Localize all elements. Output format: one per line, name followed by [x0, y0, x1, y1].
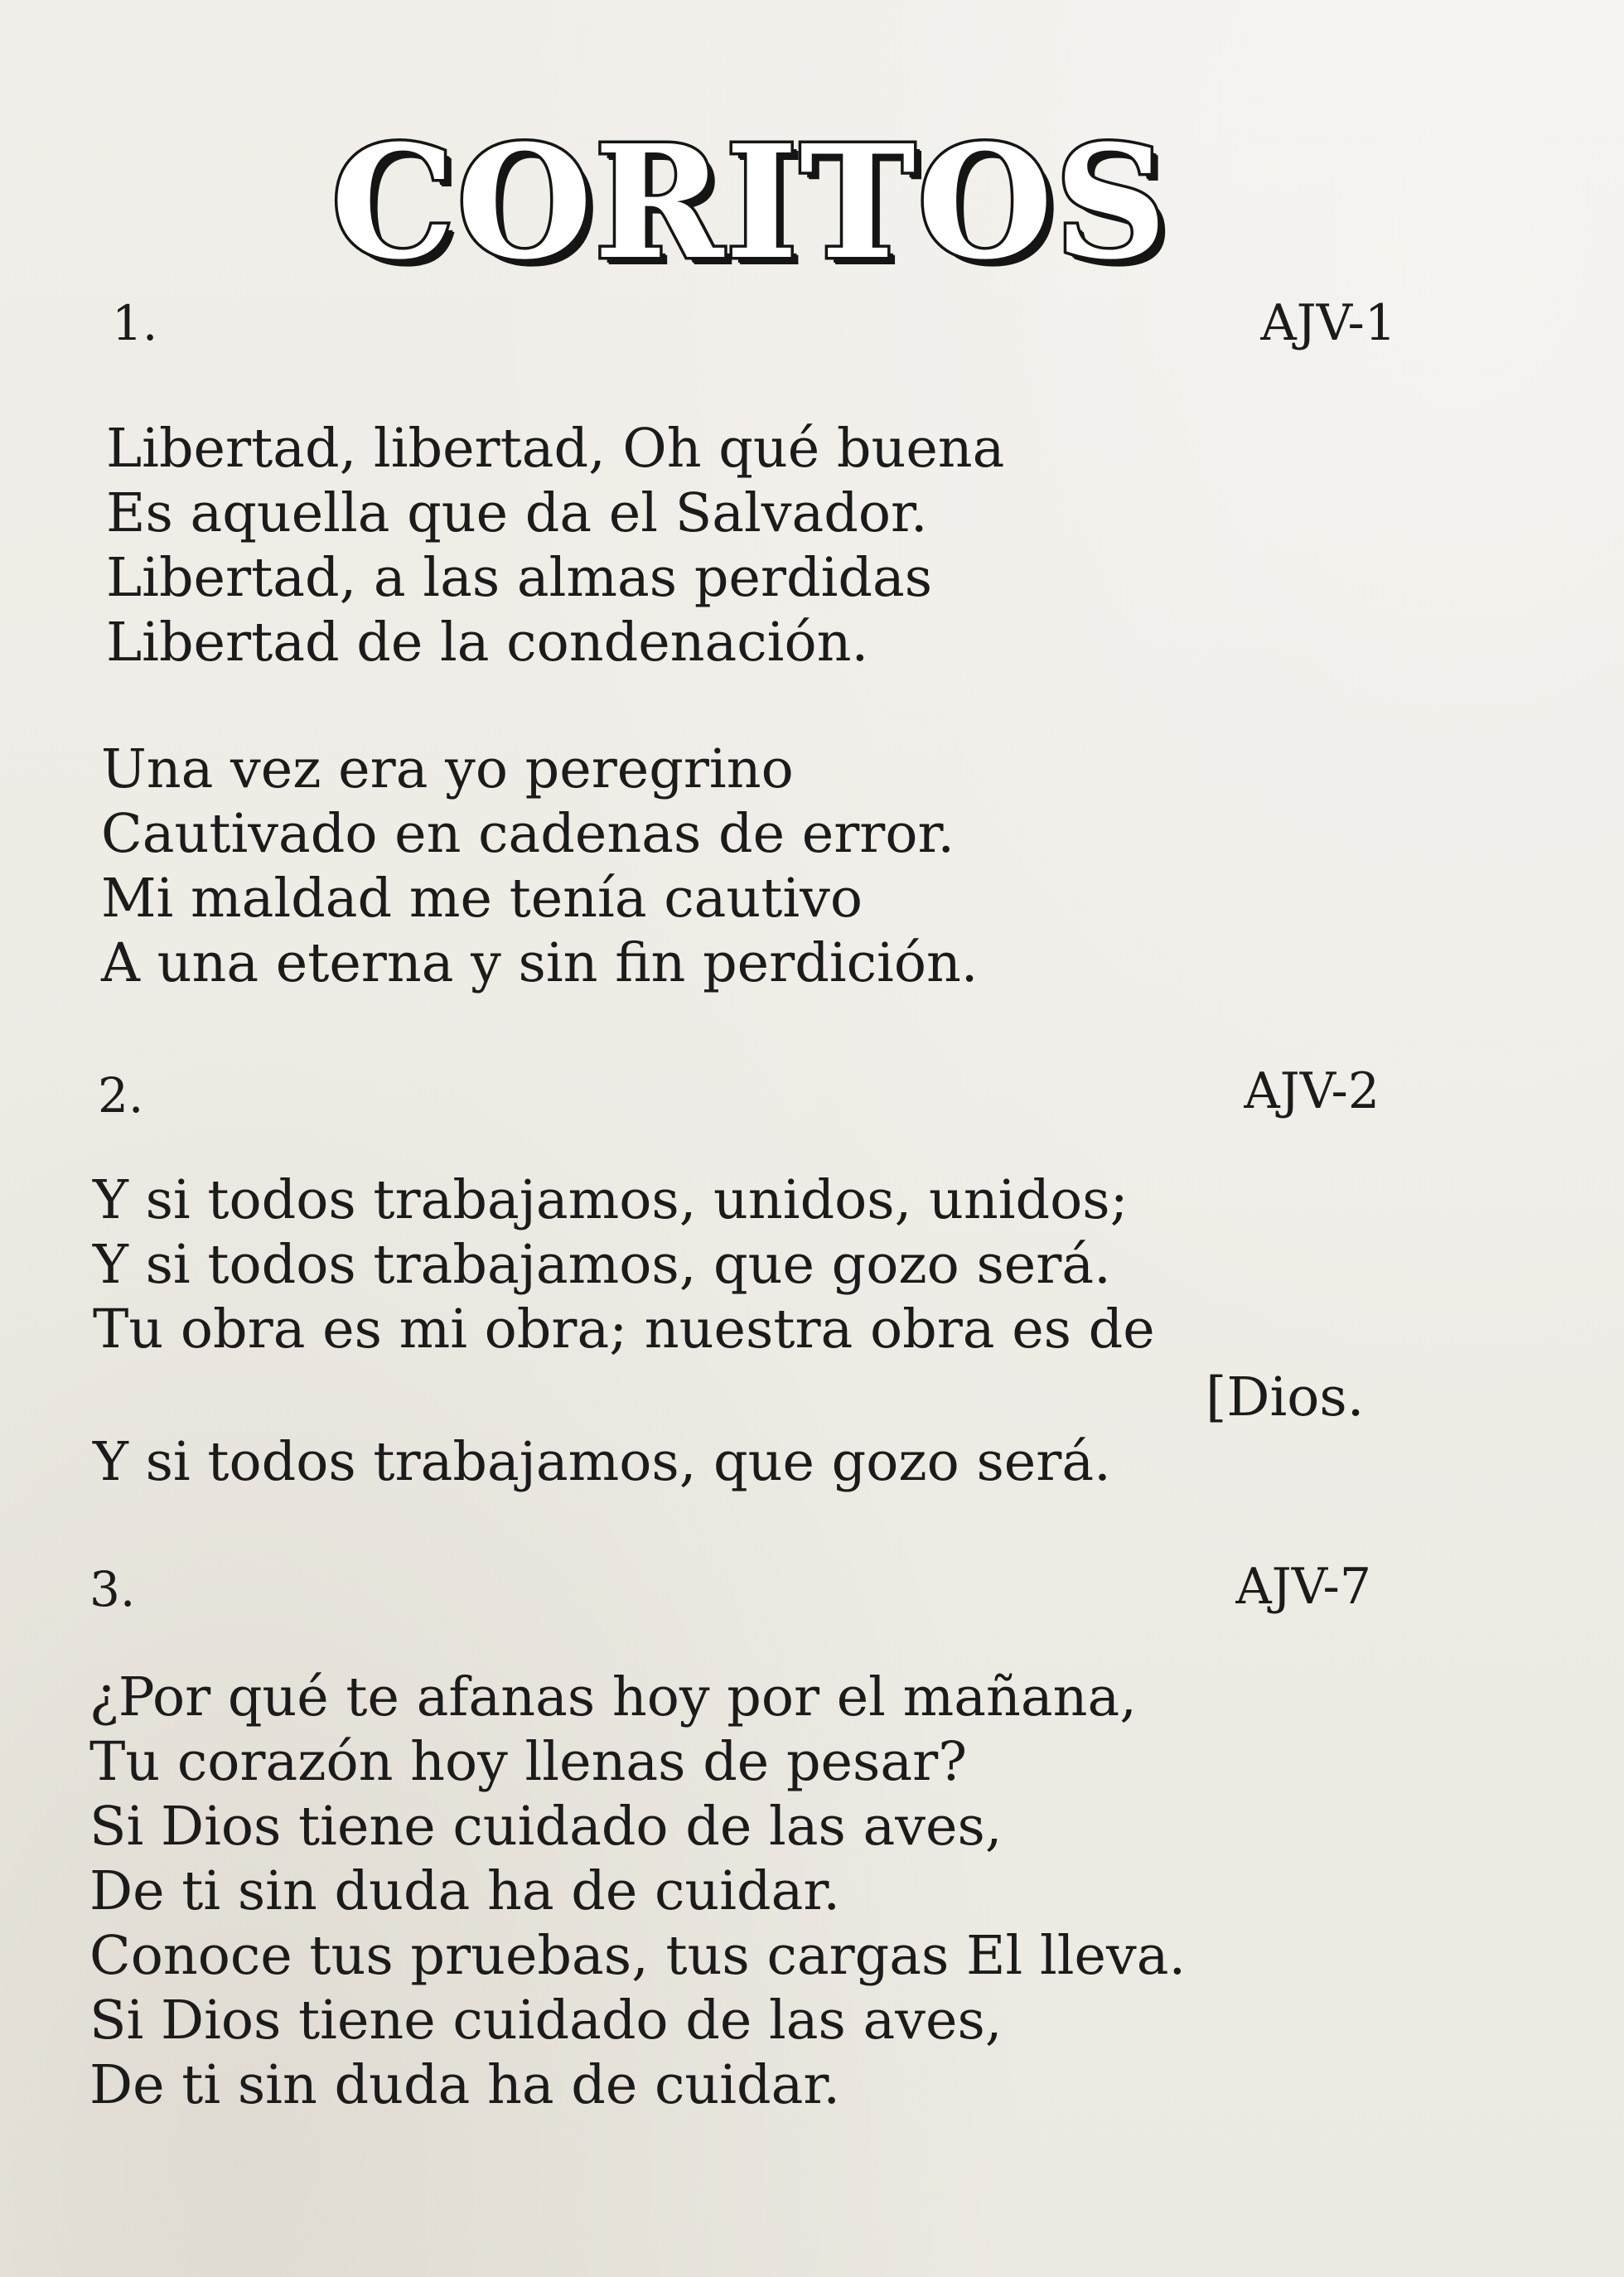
lyric-line: De ti sin duda ha de cuidar.	[89, 1860, 841, 1922]
lyric-line: Una vez era yo peregrino	[101, 738, 794, 800]
song-1-number: 1.	[112, 295, 158, 351]
song-2-number: 2.	[98, 1067, 144, 1124]
lyric-line: Si Dios tiene cuidado de las aves,	[89, 1796, 1003, 1858]
lyric-line: Tu obra es mi obra; nuestra obra es de	[93, 1298, 1155, 1361]
lyric-line: Libertad de la condenación.	[106, 612, 869, 674]
song-1-stanza-1	[106, 417, 1004, 675]
lyric-line: Y si todos trabajamos, unidos, unidos;	[93, 1169, 1129, 1231]
lyric-line: Conoce tus pruebas, tus cargas El lleva.	[89, 1925, 1187, 1987]
lyric-line: A una eterna y sin fin perdición.	[101, 932, 979, 994]
page-title: CORITOS	[331, 111, 1169, 294]
lyric-line: ¿Por qué te afanas hoy por el mañana,	[89, 1666, 1137, 1728]
song-3-lyrics	[89, 1665, 1186, 2118]
song-2-lyrics	[93, 1168, 1155, 1362]
song-3-code: AJV-7	[1235, 1558, 1371, 1616]
lyric-line: Tu corazón hoy llenas de pesar?	[89, 1731, 968, 1793]
lyric-line: Mi maldad me tenía cautivo	[101, 868, 863, 930]
lyric-line: Y si todos trabajamos, que gozo será.	[93, 1234, 1111, 1296]
song-3-number: 3.	[89, 1561, 136, 1617]
lyric-line: Cautivado en cadenas de error.	[101, 803, 955, 865]
song-1-stanza-2	[101, 737, 978, 996]
lyric-line: Y si todos trabajamos, que gozo será.	[93, 1431, 1111, 1493]
song-1-code: AJV-1	[1260, 294, 1396, 352]
lyric-line: Si Dios tiene cuidado de las aves,	[89, 1989, 1003, 2052]
lyric-line: Libertad, libertad, Oh qué buena	[106, 418, 1005, 480]
lyric-line: Libertad, a las almas perdidas	[106, 547, 933, 609]
song-2-last-line	[93, 1430, 1111, 1495]
song-2-line-continuation: [Dios.	[1206, 1366, 1365, 1429]
song-2-code: AJV-2	[1244, 1062, 1380, 1120]
lyric-line: Es aquella que da el Salvador.	[106, 482, 928, 544]
lyric-line: De ti sin duda ha de cuidar.	[89, 2054, 841, 2116]
